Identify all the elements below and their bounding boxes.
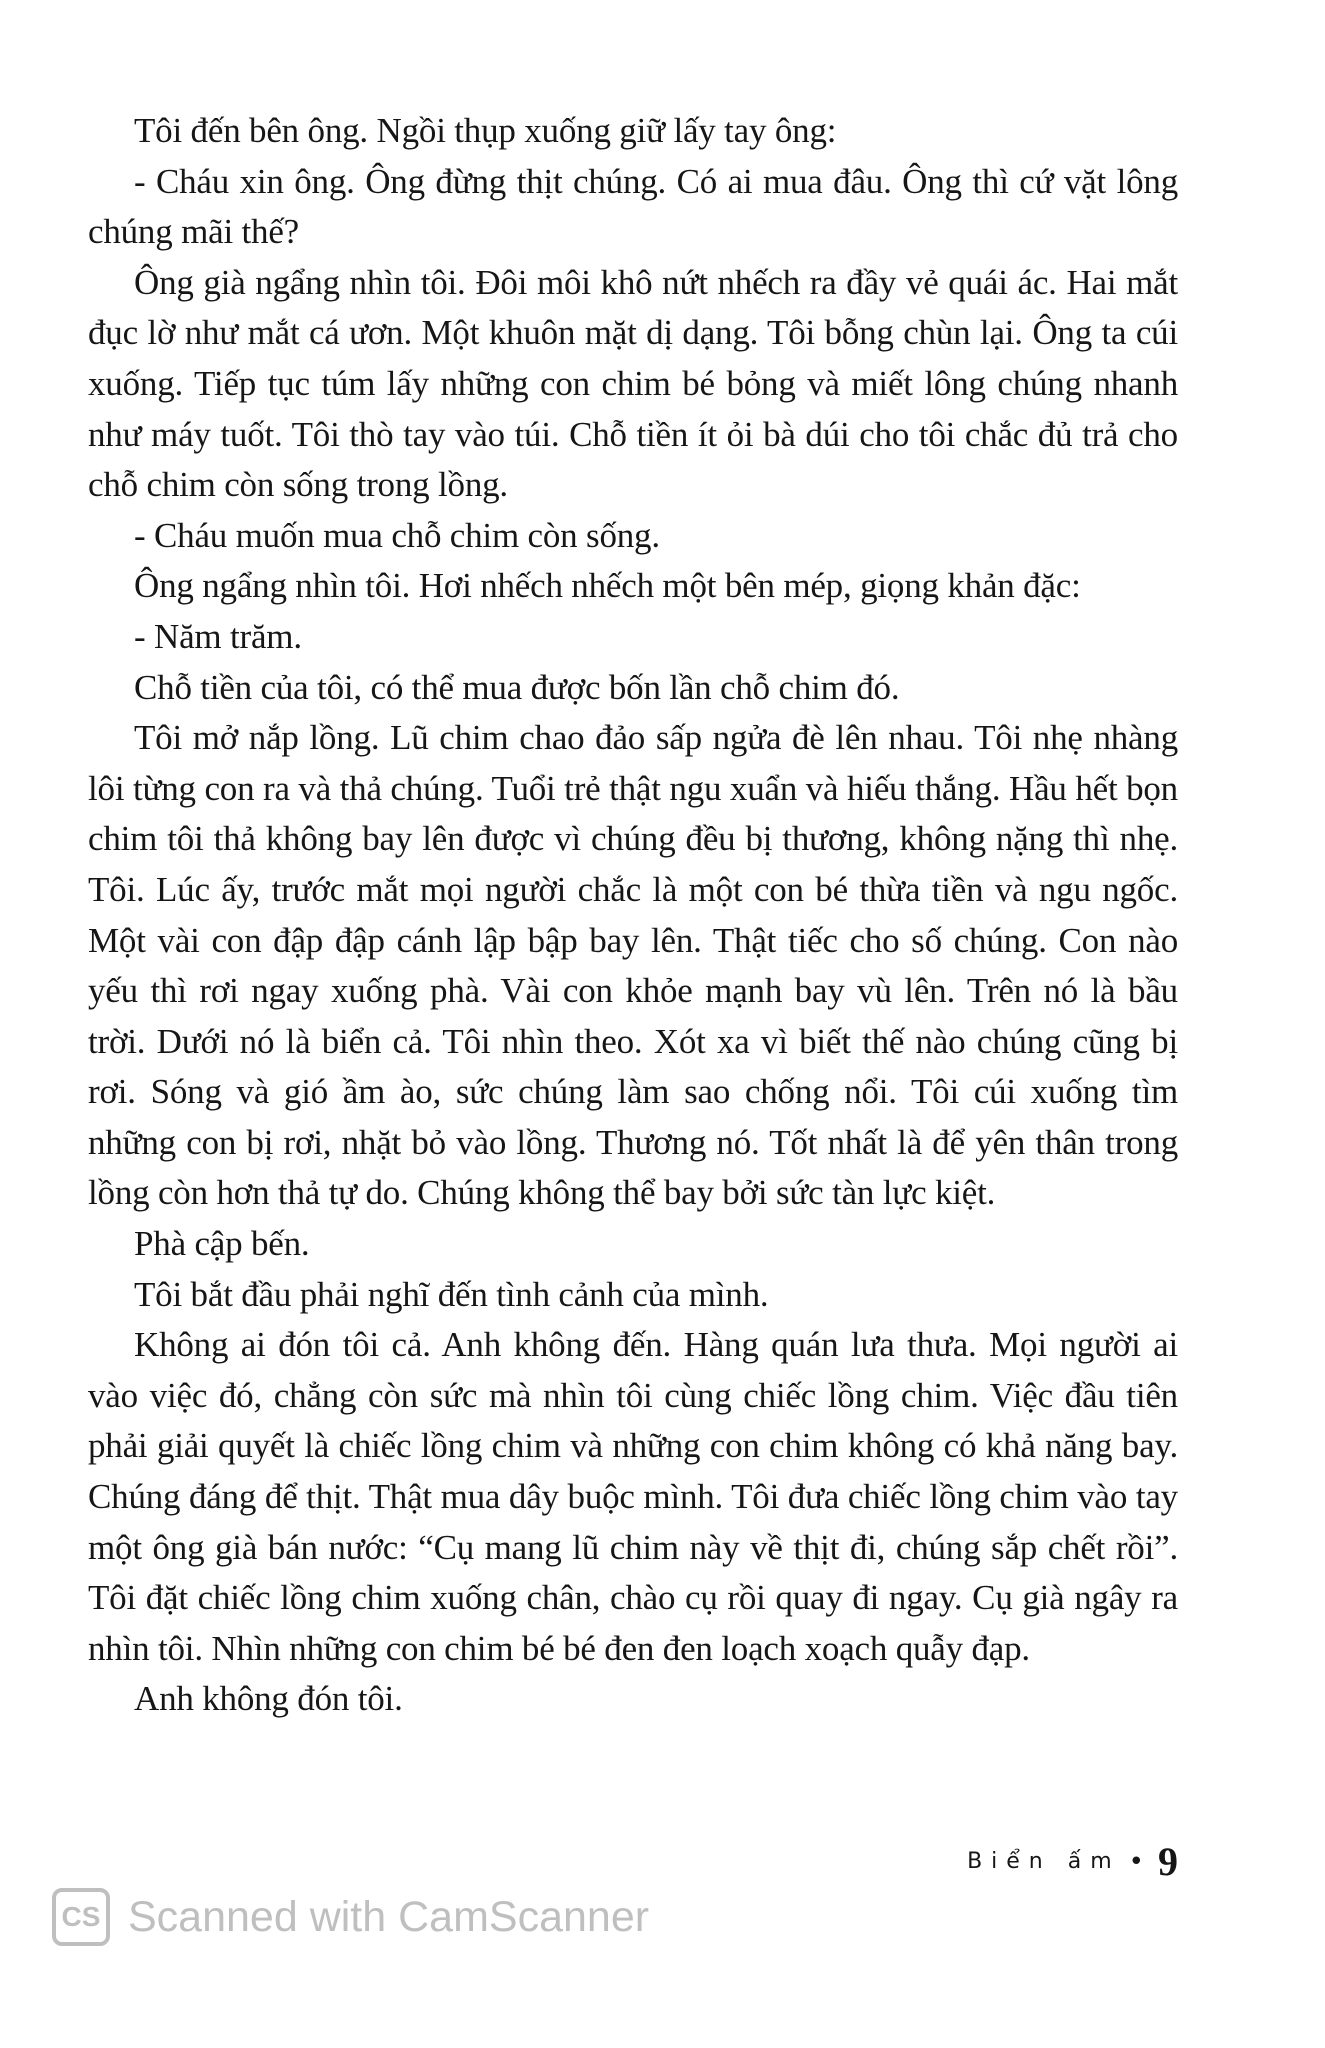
page-footer	[967, 1838, 1178, 1885]
paragraph: Ông ngẩng nhìn tôi. Hơi nhếch nhếch một bên mép, giọng khản đặc:	[134, 566, 1081, 606]
paragraph: Tôi đến bên ông. Ngồi thụp xuống giữ lấy tay ông:	[134, 111, 837, 150]
running-title: Biển ấm	[967, 1849, 1121, 1874]
camscanner-logo-icon: CS	[52, 1888, 110, 1946]
paragraph: - Năm trăm.	[134, 616, 302, 656]
paragraph: Anh không đón tôi.	[134, 1679, 403, 1719]
paragraph: Tôi mở nắp lồng. Lũ chim chao đảo sấp ngửa đè lên nhau. Tôi nhẹ nhàng lôi từng con ra và thả chúng. Tuổi trẻ thật ngu xuẩn và hiếu thắng. Hầu hết bọn chim tôi thả không bay lên được vì chúng đều bị thương, không nặng thì nhẹ. Tôi. Lúc ấy, trước mắt mọi người chắc là một con bé thừa tiền và ngu ngốc. Một vài con đập đập cánh lập bập bay lên. Thật tiếc cho số chúng. Con nào yếu thì rơi ngay xuống phà. Vài con khỏe mạnh bay vù lên. Trên nó là bầu trời. Dưới nó là biển cả. Tôi nhìn theo. Xót xa vì biết thế nào chúng cũng bị rơi. Sóng và gió ầm ào, sức chúng làm sao chống nổi. Tôi cúi xuống tìm những con bị rơi, nhặt bỏ vào lồng. Thương nó. Tốt nhất là để yên thân trong lồng còn hơn thả tự do. Chúng không thể bay bởi sức tàn lực kiệt.	[88, 718, 1178, 1213]
paragraph: - Cháu muốn mua chỗ chim còn sống.	[134, 515, 660, 555]
camscanner-watermark	[52, 1888, 649, 1946]
paragraph: Ông già ngẩng nhìn tôi. Đôi môi khô nứt nhếch ra đầy vẻ quái ác. Hai mắt đục lờ như mắt cá ươn. Một khuôn mặt dị dạng. Tôi bỗng chùn lại. Ông ta cúi xuống. Tiếp tục túm lấy những con chim bé bỏng và miết lông chúng nhanh như máy tuốt. Tôi thò tay vào túi. Chỗ tiền ít ỏi bà dúi cho tôi chắc đủ trả cho chỗ chim còn sống trong lồng.	[88, 262, 1178, 505]
page-body	[88, 106, 1178, 1725]
page-number: 9	[1158, 1839, 1178, 1884]
paragraph: Tôi bắt đầu phải nghĩ đến tình cảnh của mình.	[134, 1274, 769, 1314]
watermark-text: Scanned with CamScanner	[128, 1892, 650, 1941]
bullet-separator: •	[1128, 1846, 1144, 1877]
paragraph: Chỗ tiền của tôi, có thể mua được bốn lần chỗ chim đó.	[134, 667, 900, 707]
paragraph: - Cháu xin ông. Ông đừng thịt chúng. Có ai mua đâu. Ông thì cứ vặt lông chúng mãi thế?	[88, 161, 1178, 252]
paragraph: Không ai đón tôi cả. Anh không đến. Hàng quán lưa thưa. Mọi người ai vào việc đó, chẳng còn sức mà nhìn tôi cùng chiếc lồng chim. Việc đầu tiên phải giải quyết là chiếc lồng chim và những con chim không có khả năng bay. Chúng đáng để thịt. Thật mua dây buộc mình. Tôi đưa chiếc lồng chim vào tay một ông già bán nước: “Cụ mang lũ chim này về thịt đi, chúng sắp chết rồi”. Tôi đặt chiếc lồng chim xuống chân, chào cụ rồi quay đi ngay. Cụ già ngây ra nhìn tôi. Nhìn những con chim bé bé đen đen loạch xoạch quẫy đạp.	[88, 1325, 1178, 1668]
paragraph: Phà cập bến.	[134, 1224, 310, 1264]
